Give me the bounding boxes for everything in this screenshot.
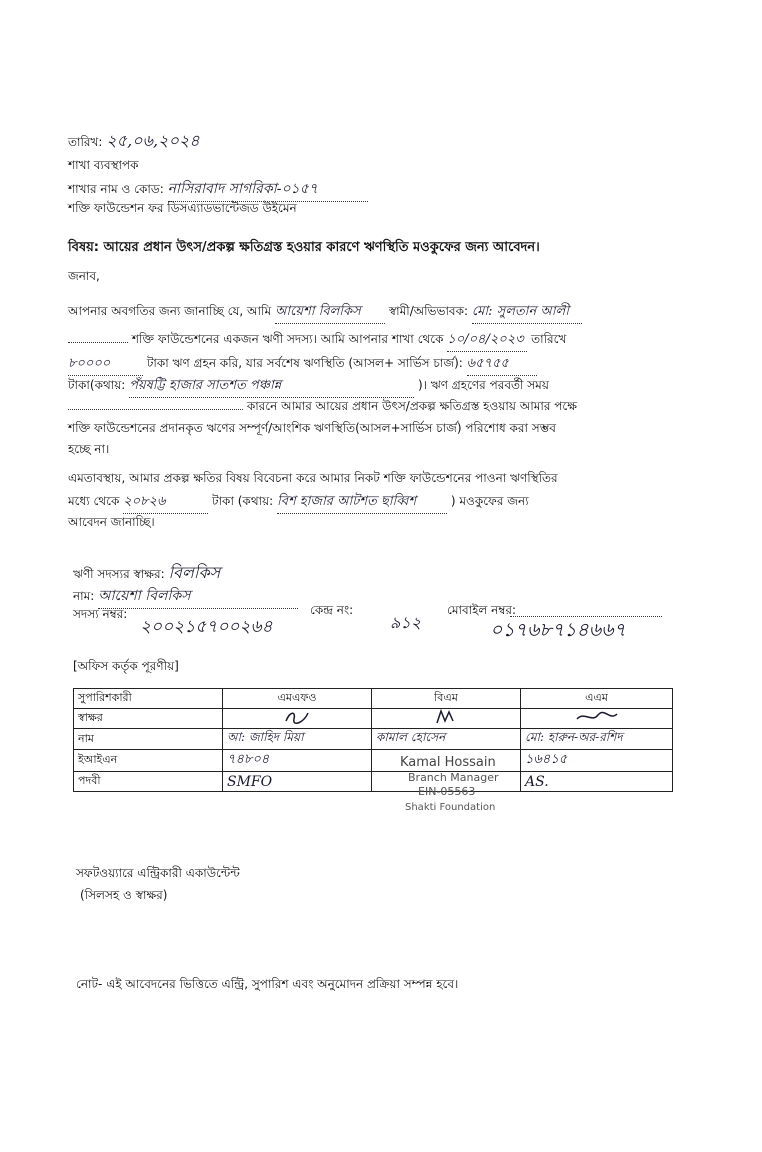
date-label: তারিখ: [68,135,103,149]
mobile-number: ০১৭৬৮৭১৪৬৬৭ [490,619,626,641]
table-row [74,709,673,729]
accountant-line1: সফটওয়্যারে এন্ট্রিকারী একাউন্টেন্ট [76,866,240,880]
member-signature-label: ঋণী সদস্যর স্বাক্ষর: [73,567,165,581]
para1-line2 [68,330,566,352]
blank-dots [68,342,128,343]
stamp-ein: EIN-05563 [418,785,476,798]
row-label: পদবী [74,772,223,792]
table-header-cell: সুপারিশকারী [74,689,223,709]
para2-line1: এমতাবস্থায়, আমার প্রকল্প ক্ষতির বিষয় বিবেচনা করে আমার নিকট শক্তি ফাউন্ডেশনের পাওনা ঋণস্থিতির [68,471,558,485]
signature-scribble [431,709,461,725]
member-signature-line [73,560,220,587]
date-value: ২৫,০৬,২০২৪ [106,131,200,150]
table-cell: AS. [521,772,673,792]
para2-text-c: ) মওকুফের জন্য [450,494,529,508]
mobile-dots [510,616,662,617]
para1-line4 [68,376,549,398]
para1-text-b: স্বামী/অভিভাবক: [388,304,469,318]
stamp-title: Branch Manager [408,771,499,784]
member-number: ২০০২১৫৭০০২৬৪ [140,617,273,637]
member-name-label: নাম: [73,589,95,603]
para1-line7: হচ্ছে না। [68,442,110,456]
signature-scribble [574,709,620,725]
para1-text-g: )। ঋণ গ্রহণের পরবর্তী সময় [418,378,549,392]
para1-text-a: আপনার অবগতির জন্য জানাচ্ছি যে, আমি [68,304,272,318]
branch-label: শাখার নাম ও কোড: [68,182,164,196]
table-cell: SMFO [223,772,372,792]
loan-amount: ৮০০০০ [68,354,143,376]
para1-text-f: টাকা(কথায়: [68,378,126,392]
table-cell: আ: জাহিদ মিয়া [223,729,372,750]
guardian-name: মো: সুলতান আলী [472,302,582,324]
waiver-in-words: বিশ হাজার আটশত ছাব্বিশ [277,492,447,514]
waiver-amount: ২০৮২৬ [123,492,208,514]
branch-value: নাসিরাবাদ সাগরিকা-০১৫৭ [168,177,368,202]
table-row [74,772,673,792]
table-header-cell: এএম [521,689,673,709]
footer-note: নোট- এই আবেদনের ভিত্তিতে এন্ট্রি, সুপারিশ এবং অনুমোদন প্রক্রিয়া সম্পন্ন হবে। [76,977,459,991]
table-cell: কামাল হোসেন [372,729,521,750]
accountant-line2: (সিলসহ ও স্বাক্ষর) [80,888,168,902]
para2-line3: আবেদন জানাচ্ছি। [68,515,155,529]
blank-dots [68,409,243,410]
balance-in-words: পঁয়ষট্টি হাজার সাতশত পঞ্চান্ন [129,376,414,398]
center-number: ৯১২ [390,613,422,632]
para2-text-b: টাকা (কথায়: [212,494,274,508]
table-header-cell: এমএফও [223,689,372,709]
member-signature: বিলকিস [168,563,221,582]
table-row [74,729,673,750]
branch-line [68,177,368,202]
signature-scribble [282,709,312,725]
row-label: নাম [74,729,223,750]
applicant-name: আয়েশা বিলকিস [275,302,385,324]
office-caption: [অফিস কর্তৃক পূরণীয়] [73,659,179,673]
mobile-label: মোবাইল নম্বর: [447,603,517,617]
para1-text-d: তারিখে [531,332,567,346]
date-line [68,128,200,155]
subject-line: বিষয়: আয়ের প্রধান উৎস/প্রকল্প ক্ষতিগ্রস্ত হওয়ার কারণে ঋণস্থিতি মওকুফের জন্য আবেদন। [68,240,540,255]
table-cell: ১৬৪১৫ [521,750,673,772]
mfo-signature-cell [223,709,372,729]
loan-balance: ৬৫৭৫৫ [467,354,537,376]
recipient-title: শাখা ব্যবস্থাপক [68,158,139,172]
para1-line3 [68,354,537,376]
bm-signature-cell [372,709,521,729]
member-number-label: সদস্য নম্বর: [73,607,128,621]
table-cell: ৭৪৮০৪ [223,750,372,772]
para1-text-h: কারনে আমার আয়ের প্রধান উৎস/প্রকল্প ক্ষতিগ্রস্ত হওয়ায় আমার পক্ষে [246,399,577,413]
table-header-cell: বিএম [372,689,521,709]
row-label: স্বাক্ষর [74,709,223,729]
para2-line2 [68,492,529,514]
row-label: ইআইএন [74,750,223,772]
stamp-org: Shakti Foundation [405,802,496,813]
center-label: কেন্দ্র নং: [310,603,354,617]
am-signature-cell [521,709,673,729]
para1-line6: শক্তি ফাউন্ডেশনের প্রদানকৃত ঋণের সম্পূর্ণ/আংশিক ঋণস্থিতি(আসল+সার্ভিস চার্জ) পরিশোধ করা সম্ভব [68,421,556,435]
table-row [74,750,673,772]
salutation: জনাব, [68,269,100,283]
para1-line1 [68,302,582,324]
para1-text-c: শক্তি ফাউন্ডেশনের একজন ঋণী সদস্য। আমি আপনার শাখা থেকে [131,332,444,346]
stamp-name: Kamal Hossain [400,755,496,770]
para1-line5 [68,398,577,418]
member-name: আয়েশা বিলকিস [98,584,298,609]
office-table [73,688,673,792]
table-cell: মো: হারুন-অর-রশিদ [521,729,673,750]
para1-text-e: টাকা ঋণ গ্রহন করি, যার সর্বশেষ ঋণস্থিতি (আসল+ সার্ভিস চার্জ): [146,356,463,370]
organization-name: শক্তি ফাউন্ডেশন ফর ডিসএ্যাডভান্টেজড উইমেন [68,201,297,215]
loan-date: ১০/০৪/২০২৩ [447,330,527,352]
table-header-row [74,689,673,709]
para2-text-a: মধ্যে থেকে [68,494,120,508]
